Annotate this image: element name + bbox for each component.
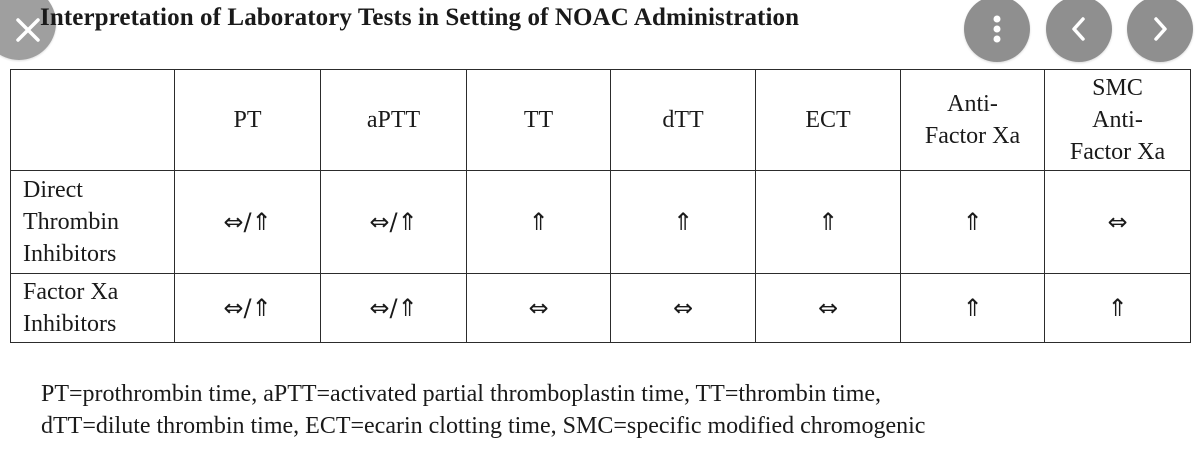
abbreviation-legend	[41, 378, 925, 442]
table-row	[11, 274, 1191, 343]
lab-tests-table	[10, 69, 1191, 343]
column-header: Anti- Factor Xa	[901, 70, 1045, 171]
column-header: SMC Anti- Factor Xa	[1045, 70, 1191, 171]
table-cell: ⇔/⇑	[175, 171, 321, 274]
table-cell: ⇔	[756, 274, 901, 343]
row-header: Direct Thrombin Inhibitors	[11, 171, 175, 274]
header-row	[11, 70, 1191, 171]
corner-cell	[11, 70, 175, 171]
row-header: Factor Xa Inhibitors	[11, 274, 175, 343]
table-cell: ⇑	[611, 171, 756, 274]
column-header: PT	[175, 70, 321, 171]
table-cell: ⇑	[901, 171, 1045, 274]
table-cell: ⇔	[611, 274, 756, 343]
table-cell: ⇔	[1045, 171, 1191, 274]
column-header: ECT	[756, 70, 901, 171]
column-header: dTT	[611, 70, 756, 171]
table-cell: ⇑	[1045, 274, 1191, 343]
more-options-button[interactable]	[964, 0, 1030, 62]
table-cell: ⇔/⇑	[321, 171, 467, 274]
next-button[interactable]	[1127, 0, 1193, 62]
table-row	[11, 171, 1191, 274]
page-title: Interpretation of Laboratory Tests in Setting of NOAC Administration	[40, 4, 800, 31]
chevron-right-icon	[1150, 16, 1170, 42]
chevron-left-icon	[1069, 16, 1089, 42]
previous-button[interactable]	[1046, 0, 1112, 62]
table-cell: ⇑	[756, 171, 901, 274]
table-cell: ⇑	[901, 274, 1045, 343]
close-icon	[13, 15, 43, 45]
legend-line: PT=prothrombin time, aPTT=activated partial thromboplastin time, TT=thrombin time,	[41, 381, 882, 407]
legend-line: dTT=dilute thrombin time, ECT=ecarin clotting time, SMC=specific modified chromogenic	[41, 413, 926, 439]
column-header: TT	[467, 70, 611, 171]
table-cell: ⇔/⇑	[175, 274, 321, 343]
column-header: aPTT	[321, 70, 467, 171]
more-vertical-icon	[992, 14, 1002, 44]
table-cell: ⇔/⇑	[321, 274, 467, 343]
table-cell: ⇔	[467, 274, 611, 343]
table-cell: ⇑	[467, 171, 611, 274]
